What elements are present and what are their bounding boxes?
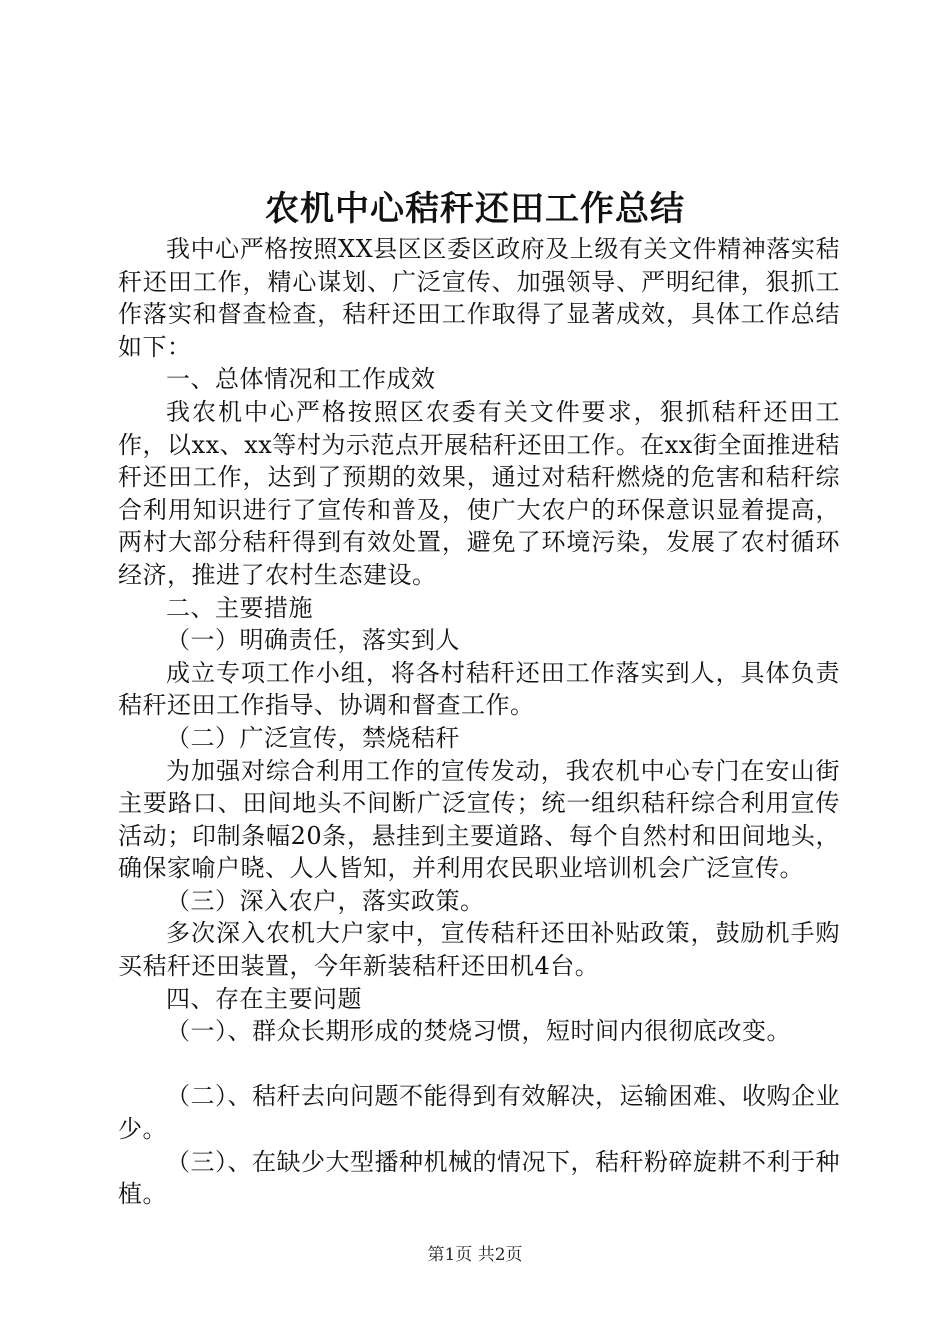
page-footer: 第1页 共2页 (427, 1245, 523, 1265)
overview-paragraph: 我农机中心严格按照区农委有关文件要求，狠抓秸秆还田工作，以xx、xx等村为示范点开展秸秆还田工作。在xx街全面推进秸秆还田工作，达到了预期的效果，通过对秸秆燃烧的危害和秸秆综合利用知识进行了宣传和普及，使广大农户的环保意识显着提高，两村大部分秸秆得到有效处置，避免了环境污染，发展了农村循环经济，推进了农村生态建设。 (118, 397, 840, 589)
subheading-farmers: （三）深入农户，落实政策。 (166, 886, 485, 915)
responsibility-paragraph: 成立专项工作小组，将各村秸秆还田工作落实到人，具体负责秸秆还田工作指导、协调和督查工作。 (118, 658, 840, 720)
publicity-paragraph: 为加强对综合利用工作的宣传发动，我农机中心专门在安山街主要路口、田间地头不间断广泛宣传；统一组织秸秆综合利用宣传活动；印制条幅20条，悬挂到主要道路、每个自然村和田间地头，确保家喻户晓、人人皆知，并利用农民职业培训机会广泛宣传。 (118, 756, 840, 883)
subheading-publicity: （二）广泛宣传，禁烧秸秆 (166, 723, 460, 752)
document-body (118, 233, 840, 1211)
subheading-responsibility: （一）明确责任，落实到人 (166, 626, 460, 655)
problem-item-1: （一）、群众长期形成的焚烧习惯，短时间内很彻底改变。 (166, 1017, 791, 1046)
problem-item-2: （二）、秸秆去向问题不能得到有效解决，运输困难、收购企业少。 (118, 1082, 840, 1144)
intro-paragraph: 我中心严格按照XX县区区委区政府及上级有关文件精神落实秸秆还田工作，精心谋划、广泛宣传、加强领导、严明纪律，狠抓工作落实和督查检查，秸秆还田工作取得了显著成效，具体工作总结如下： (118, 235, 840, 361)
document-title: 农机中心秸秆还田工作总结 (265, 189, 685, 229)
farmers-paragraph: 多次深入农机大户家中，宣传秸秆还田补贴政策，鼓励机手购买秸秆还田装置，今年新装秸秆还田机4台。 (118, 919, 840, 981)
section-heading-problems: 四、存在主要问题 (166, 984, 362, 1013)
section-heading-measures: 二、主要措施 (166, 593, 313, 622)
section-heading-overview: 一、总体情况和工作成效 (166, 365, 436, 394)
problem-item-3: （三）、在缺少大型播种机械的情况下，秸秆粉碎旋耕不利于种植。 (118, 1147, 840, 1209)
